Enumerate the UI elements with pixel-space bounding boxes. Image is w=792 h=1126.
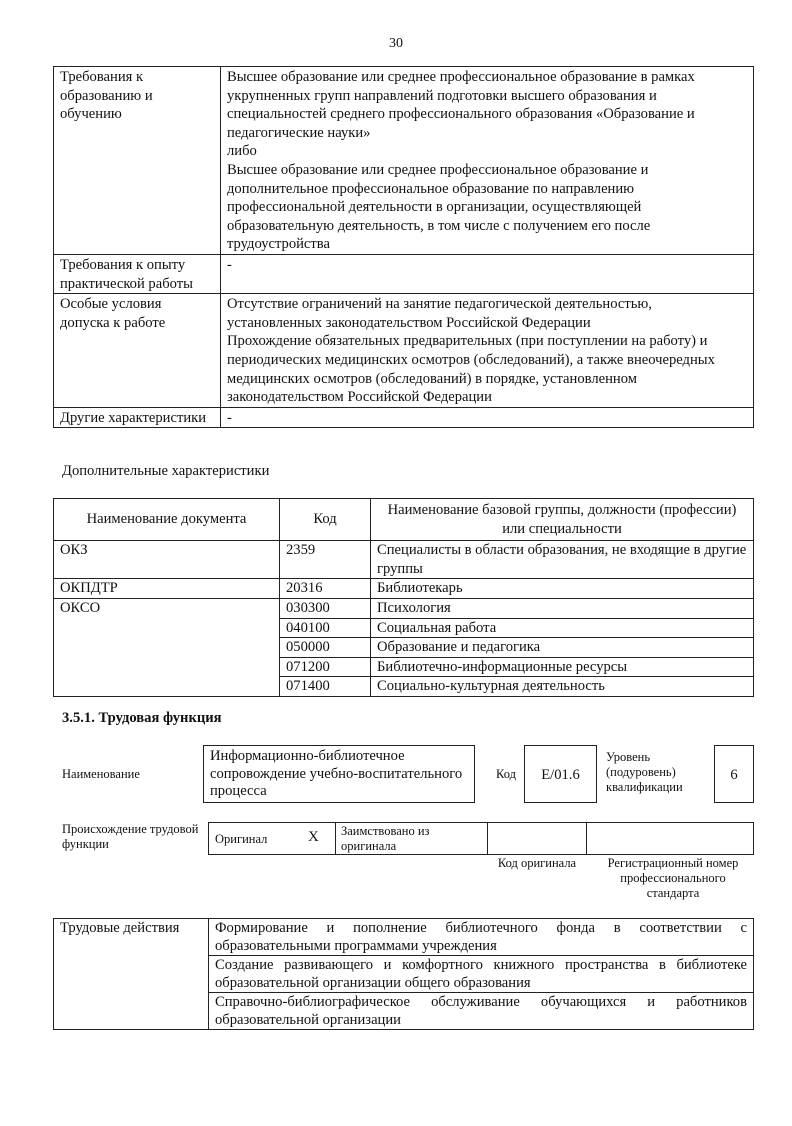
column-header: Наименование документа	[54, 499, 280, 541]
original-code-label: Код оригинала	[497, 856, 577, 870]
page-number: 30	[389, 36, 403, 51]
table-row	[54, 67, 754, 255]
original-label: Оригинал	[215, 832, 268, 846]
column-header: Наименование базовой группы, должности (профессии) или специальности	[371, 499, 754, 541]
action-cell: Справочно-библиографическое обслуживание обучающихся и работников образовательной организации	[209, 993, 754, 1030]
value-paragraph: Прохождение обязательных предварительных (при поступлении на работу) и периодических медицинских осмотров (обследований), а также внеочередных медицинских осмотров (обследований) в порядке, установленном законодательством Российской Федерации	[227, 333, 715, 406]
table-row	[54, 579, 754, 599]
function-name-box: Информационно-библиотечное сопровождение учебно-воспитательного процесса	[203, 745, 475, 803]
name-cell: Социальная работа	[371, 618, 754, 638]
level-label: Уровень (подуровень) квалификации	[606, 750, 683, 794]
code-cell: 071200	[280, 657, 371, 677]
row-value: -	[221, 254, 754, 293]
row-value	[221, 294, 754, 408]
code-cell: 2359	[280, 541, 371, 579]
header-row	[54, 499, 754, 541]
reg-number-label: Регистрационный номер профессионального стандарта	[607, 856, 739, 900]
doc-cell: ОКСО	[54, 598, 280, 696]
labor-function-heading: 3.5.1. Трудовая функция	[62, 710, 222, 726]
level-value-box: 6	[714, 745, 754, 803]
table-row	[54, 541, 754, 579]
row-value: -	[221, 407, 754, 428]
borrowed-label: Заимствовано из оригинала	[341, 824, 430, 853]
name-cell: Образование и педагогика	[371, 638, 754, 658]
origin-label: Происхождение трудовой функции	[62, 822, 199, 851]
value-paragraph: Высшее образование или среднее профессиональное образование и дополнительное профессиональное образование по направлению профессиональной деятельности в организации, осуществляющей образовательную деятельность, в том числе с получением его после трудоустройства	[227, 161, 651, 253]
row-label: Особые условия допуска к работе	[54, 294, 221, 408]
code-cell: 20316	[280, 579, 371, 599]
requirements-table	[53, 66, 754, 428]
code-cell: 050000	[280, 638, 371, 658]
row-value	[221, 67, 754, 255]
name-cell: Специалисты в области образования, не входящие в другие группы	[371, 541, 754, 579]
code-cell: 040100	[280, 618, 371, 638]
section-caption: Дополнительные характеристики	[62, 463, 270, 479]
value-paragraph: Высшее образование или среднее профессиональное образование в рамках укрупненных групп направлений подготовки высшего образования и специальностей среднего профессионального образования «Образование и педагогические науки»	[227, 69, 695, 141]
name-cell: Социально-культурная деятельность	[371, 677, 754, 697]
additional-characteristics-table	[53, 498, 754, 697]
name-cell: Психология	[371, 598, 754, 618]
row-label: Трудовые действия	[54, 919, 209, 1030]
action-cell: Создание развивающего и комфортного книжного пространства в библиотеке образовательной организации общего образования	[209, 956, 754, 993]
code-cell: 071400	[280, 677, 371, 697]
column-header: Код	[280, 499, 371, 541]
row-label: Другие характеристики	[54, 407, 221, 428]
code-cell: 030300	[280, 598, 371, 618]
original-mark: X	[308, 829, 319, 845]
doc-cell: ОКПДТР	[54, 579, 280, 599]
origin-row	[208, 822, 754, 855]
divider	[586, 822, 587, 855]
table-row	[54, 294, 754, 408]
divider	[335, 822, 336, 855]
labor-actions-table	[53, 918, 754, 1030]
name-cell: Библиотекарь	[371, 579, 754, 599]
value-paragraph: Отсутствие ограничений на занятие педагогической деятельностью, установленных законодательством Российской Федерации	[227, 296, 652, 331]
code-label: Код	[496, 767, 516, 781]
divider	[487, 822, 488, 855]
row-label: Требования к опыту практической работы	[54, 254, 221, 293]
name-cell: Библиотечно-информационные ресурсы	[371, 657, 754, 677]
name-label: Наименование	[62, 767, 140, 781]
doc-cell: ОКЗ	[54, 541, 280, 579]
function-code-box: E/01.6	[524, 745, 597, 803]
action-cell: Формирование и пополнение библиотечного фонда в соответствии с образовательными программами учреждения	[209, 919, 754, 956]
table-row	[54, 598, 754, 618]
table-row	[54, 254, 754, 293]
table-row	[54, 407, 754, 428]
row-label: Требования к образованию и обучению	[54, 67, 221, 255]
value-paragraph: либо	[227, 143, 257, 160]
table-row	[54, 919, 754, 956]
